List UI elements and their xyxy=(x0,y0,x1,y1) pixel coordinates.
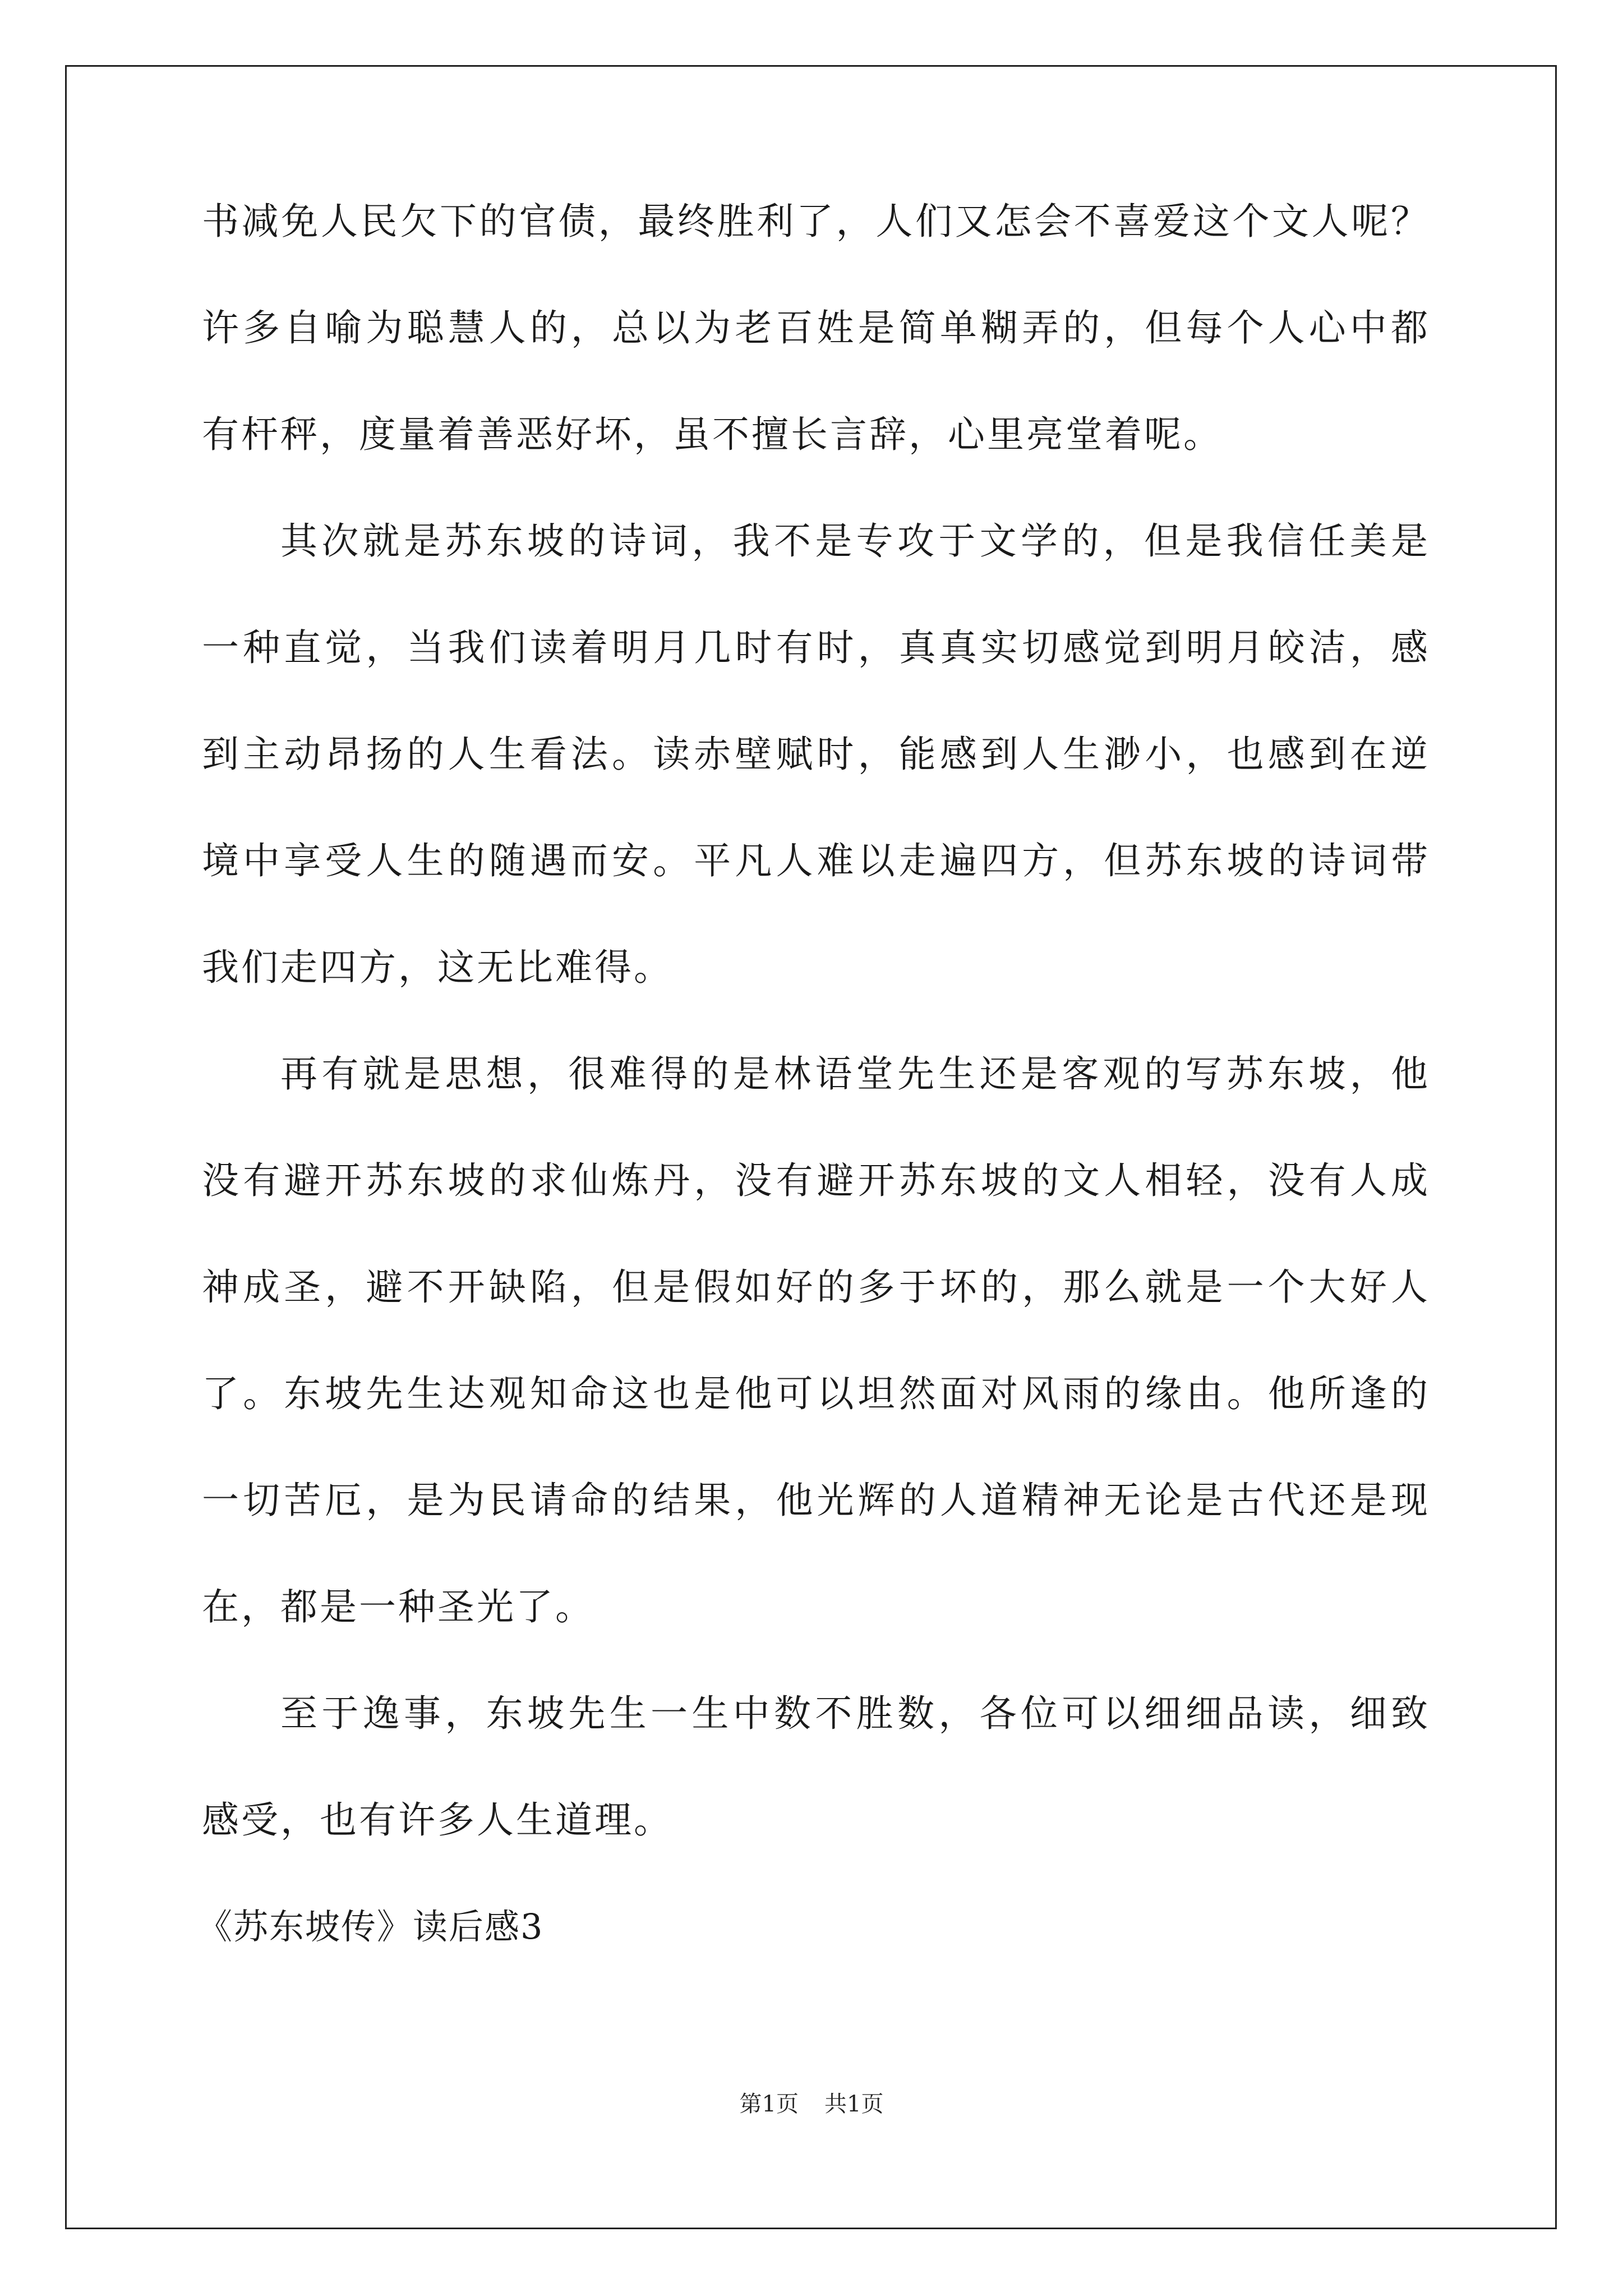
text-line: 其次就是苏东坡的诗词，我不是专攻于文学的，但是我信任美是 xyxy=(280,519,1430,563)
page-footer xyxy=(0,2091,1623,2118)
text-line: 书减免人民欠下的官债，最终胜利了，人们又怎会不喜爱这个文人呢？ xyxy=(202,200,1430,243)
document-body xyxy=(197,200,1430,1947)
text-line: 了。东坡先生达观知命这也是他可以坦然面对风雨的缘由。他所逢的 xyxy=(202,1372,1430,1415)
text-line: 再有就是思想，很难得的是林语堂先生还是客观的写苏东坡，他 xyxy=(280,1052,1430,1096)
text-line: 许多自喻为聪慧人的，总以为老百姓是简单糊弄的，但每个人心中都 xyxy=(202,306,1430,349)
text-line: 我们走四方，这无比难得。 xyxy=(202,946,673,989)
text-line: 没有避开苏东坡的求仙炼丹，没有避开苏东坡的文人相轻，没有人成 xyxy=(202,1159,1430,1202)
text-line: 神成圣，避不开缺陷，但是假如好的多于坏的，那么就是一个大好人 xyxy=(202,1266,1430,1309)
text-line: 境中享受人生的随遇而安。平凡人难以走遍四方，但苏东坡的诗词带 xyxy=(202,839,1430,882)
text-line: 一切苦厄，是为民请命的结果，他光辉的人道精神无论是古代还是现 xyxy=(202,1479,1430,1522)
text-line: 一种直觉，当我们读着明月几时有时，真真实切感觉到明月皎洁，感 xyxy=(202,626,1430,669)
section-heading: 《苏东坡传》读后感3 xyxy=(197,1906,544,1947)
text-line: 至于逸事，东坡先生一生中数不胜数，各位可以细细品读，细致 xyxy=(280,1692,1430,1735)
page-number-current: 第1页 xyxy=(739,2091,799,2117)
text-line: 感受，也有许多人生道理。 xyxy=(202,1798,673,1842)
page-number-total: 共1页 xyxy=(824,2091,884,2117)
text-line: 到主动昂扬的人生看法。读赤壁赋时，能感到人生渺小，也感到在逆 xyxy=(202,733,1430,776)
text-line: 有杆秤，度量着善恶好坏，虽不擅长言辞，心里亮堂着呢。 xyxy=(202,413,1223,456)
text-line: 在，都是一种圣光了。 xyxy=(202,1585,594,1628)
